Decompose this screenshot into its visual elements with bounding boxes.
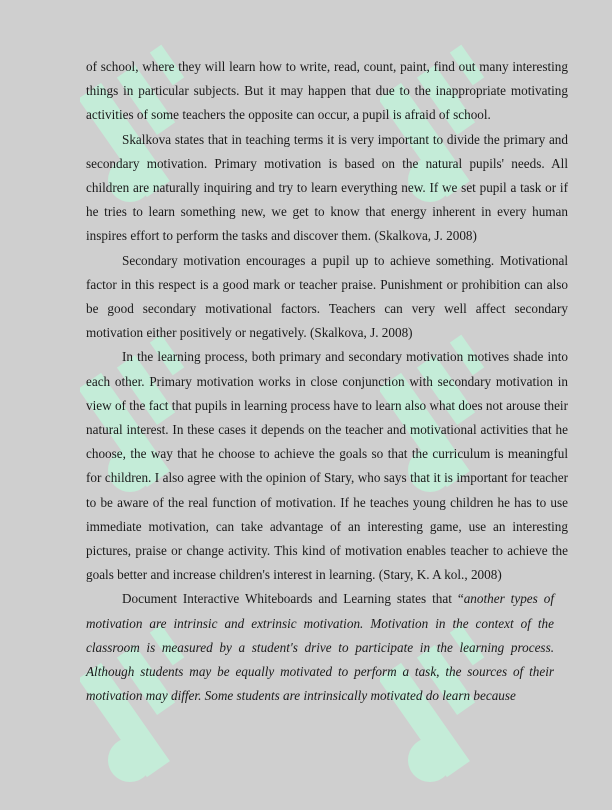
citation-intro: Document Interactive Whiteboards and Learning states that “ bbox=[122, 591, 464, 607]
paragraph-interactive-whiteboards bbox=[86, 587, 554, 708]
quoted-text: another types of motivation are intrinsic and extrinsic motivation. Motivation in the context of the classroom is measured by a student's drive to participate in the learning process. Although students may be equally motivated to perform a task, the sources of their motivation may differ. Some students are intrinsically motivated do learn because bbox=[86, 591, 554, 704]
paragraph-primary-secondary-motivation: Skalkova states that in teaching terms it is very important to divide the primary and secondary motivation. Primary motivation is based on the natural pupils' needs. All children are naturally inquiring and try to learn everything new. If we set pupil a task or if he tries to learn something new, we get to know that energy inherent in every human inspires effort to perform the tasks and discover them. (Skalkova, J. 2008) bbox=[86, 131, 568, 244]
paragraph-continuation: of school, where they will learn how to write, read, count, paint, find out many interesting things in particular subjects. But it may happen that due to the inappropriate motivating activities of some teachers the opposite can occur, a pupil is afraid of school. bbox=[86, 59, 568, 123]
paragraph-secondary-motivation: Secondary motivation encourages a pupil up to achieve something. Motivational factor in this respect is a good mark or teacher praise. Punishment or prohibition can also be good secondary motivational factors. Teachers can very well affect secondary motivation either positively or negatively. (Skalkova, J. 2008) bbox=[86, 252, 568, 341]
paragraph-learning-process: In the learning process, both primary and secondary motivation motives shade into each other. Primary motivation works in close conjunction with secondary motivation in view of the fact that pupils in learning process have to learn also what does not arouse their natural interest. In these cases it depends on the teacher and motivational activities that he choose, the way that he choose to achieve the goals so that the curriculum is meaningful for children. I also agree with the opinion of Stary, who says that it is important for teacher to be aware of the real function of motivation. If he teaches young children he has to use immediate motivation, can take advantage of an interesting game, use an interesting pictures, praise or change activity. This kind of motivation enables teacher to achieve the goals better and increase children's interest in learning. (Stary, K. A kol., 2008) bbox=[86, 349, 568, 583]
document-body bbox=[86, 55, 568, 708]
